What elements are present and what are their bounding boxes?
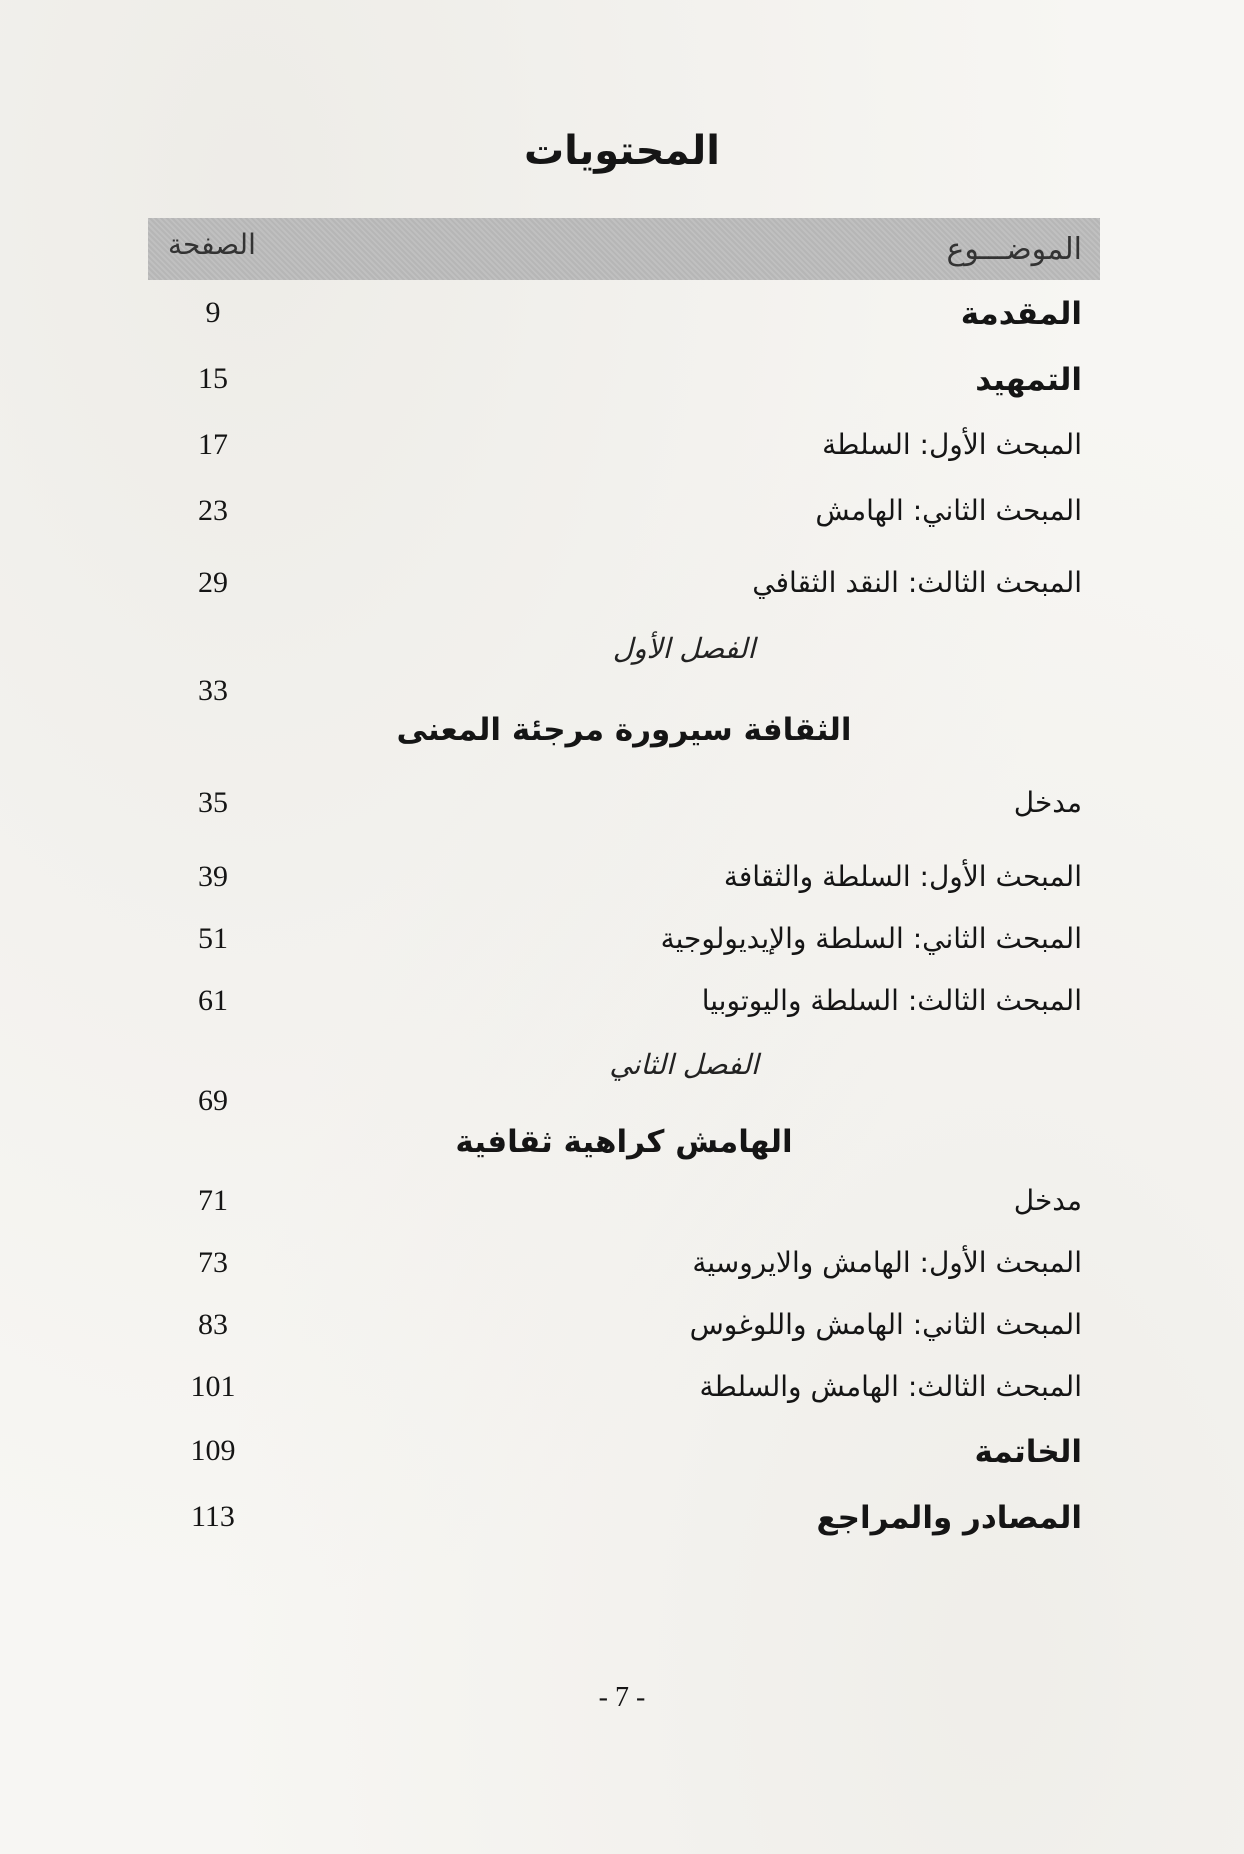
- toc-entry-page: 35: [198, 786, 228, 819]
- toc-row-preface-section-2: [148, 494, 1100, 544]
- toc-entry-page: 101: [190, 1370, 236, 1403]
- toc-row-conclusion: [148, 1434, 1100, 1484]
- toc-entry-label: المقدمة: [960, 296, 1082, 332]
- toc-entry-page: 23: [198, 494, 228, 527]
- toc-entry-page: 17: [198, 428, 228, 461]
- header-page-label: الصفحة: [168, 228, 256, 261]
- toc-entry-label: المبحث الثاني: الهامش واللوغوس: [689, 1308, 1082, 1341]
- toc-row-preface-section-3: [148, 566, 1100, 616]
- toc-entry-label: التمهيد: [975, 362, 1082, 398]
- page-title: المحتويات: [523, 128, 720, 174]
- toc-row-references: [148, 1500, 1100, 1550]
- toc-row-preface-section-1: [148, 428, 1100, 478]
- toc-row-chapter-2-entry: [148, 1184, 1100, 1234]
- chapter-2-ornament-text: الفصل الثاني: [609, 1048, 759, 1081]
- toc-entry-label: المبحث الثالث: النقد الثقافي: [752, 566, 1082, 599]
- toc-entry-page: 113: [191, 1500, 235, 1533]
- toc-row-introduction: [148, 296, 1100, 346]
- chapter-2-page: 69: [198, 1084, 228, 1117]
- toc-entry-page: 15: [198, 362, 228, 395]
- header-topic-label: الموضـــوع: [946, 232, 1082, 267]
- toc-entry-label: مدخل: [1013, 1184, 1082, 1217]
- chapter-1-title-text: الثقافة سيرورة مرجئة المعنى: [396, 712, 852, 748]
- toc-row-chapter-1-entry: [148, 786, 1100, 836]
- toc-entry-page: 109: [190, 1434, 236, 1467]
- chapter-1-page: 33: [198, 674, 228, 707]
- chapter-1-ornament: [148, 632, 1100, 665]
- chapter-2-title: [148, 1124, 1100, 1160]
- toc-row-chapter-2-section-1: [148, 1246, 1100, 1296]
- toc-entry-label: مدخل: [1013, 786, 1082, 819]
- toc-header-bar: [148, 218, 1100, 280]
- toc-row-chapter-2-section-3: [148, 1370, 1100, 1420]
- toc-entry-label: المبحث الأول: السلطة والثقافة: [723, 860, 1082, 893]
- toc-entry-label: المبحث الثالث: الهامش والسلطة: [699, 1370, 1082, 1403]
- toc-entry-label: المبحث الثاني: السلطة والإيديولوجية: [660, 922, 1082, 955]
- chapter-1-title: [148, 712, 1100, 748]
- toc-entry-page: 73: [198, 1246, 228, 1279]
- toc-entry-label: المبحث الثاني: الهامش: [815, 494, 1082, 527]
- toc-row-chapter-2-section-2: [148, 1308, 1100, 1358]
- toc-entry-label: الخاتمة: [974, 1434, 1082, 1470]
- toc-entry-page: 9: [205, 296, 221, 329]
- chapter-2-ornament: [148, 1048, 1100, 1081]
- toc-entry-label: المصادر والمراجع: [816, 1500, 1082, 1536]
- toc-entry-page: 61: [198, 984, 228, 1017]
- toc-entry-label: المبحث الأول: السلطة: [822, 428, 1082, 461]
- toc-row-chapter-1-section-2: [148, 922, 1100, 972]
- chapter-2-title-text: الهامش كراهية ثقافية: [455, 1124, 793, 1160]
- toc-entry-page: 83: [198, 1308, 228, 1341]
- toc-row-chapter-1-section-1: [148, 860, 1100, 910]
- page-number: - 7 -: [598, 1682, 646, 1713]
- toc-row-chapter-1-section-3: [148, 984, 1100, 1034]
- toc-entry-page: 71: [198, 1184, 228, 1217]
- toc-row-preface: [148, 362, 1100, 412]
- toc-entry-page: 29: [198, 566, 228, 599]
- toc-entry-page: 39: [198, 860, 228, 893]
- chapter-1-ornament-text: الفصل الأول: [612, 632, 756, 665]
- toc-entry-page: 51: [198, 922, 228, 955]
- toc-entry-label: المبحث الأول: الهامش والايروسية: [692, 1246, 1082, 1279]
- toc-entry-label: المبحث الثالث: السلطة واليوتوبيا: [701, 984, 1082, 1017]
